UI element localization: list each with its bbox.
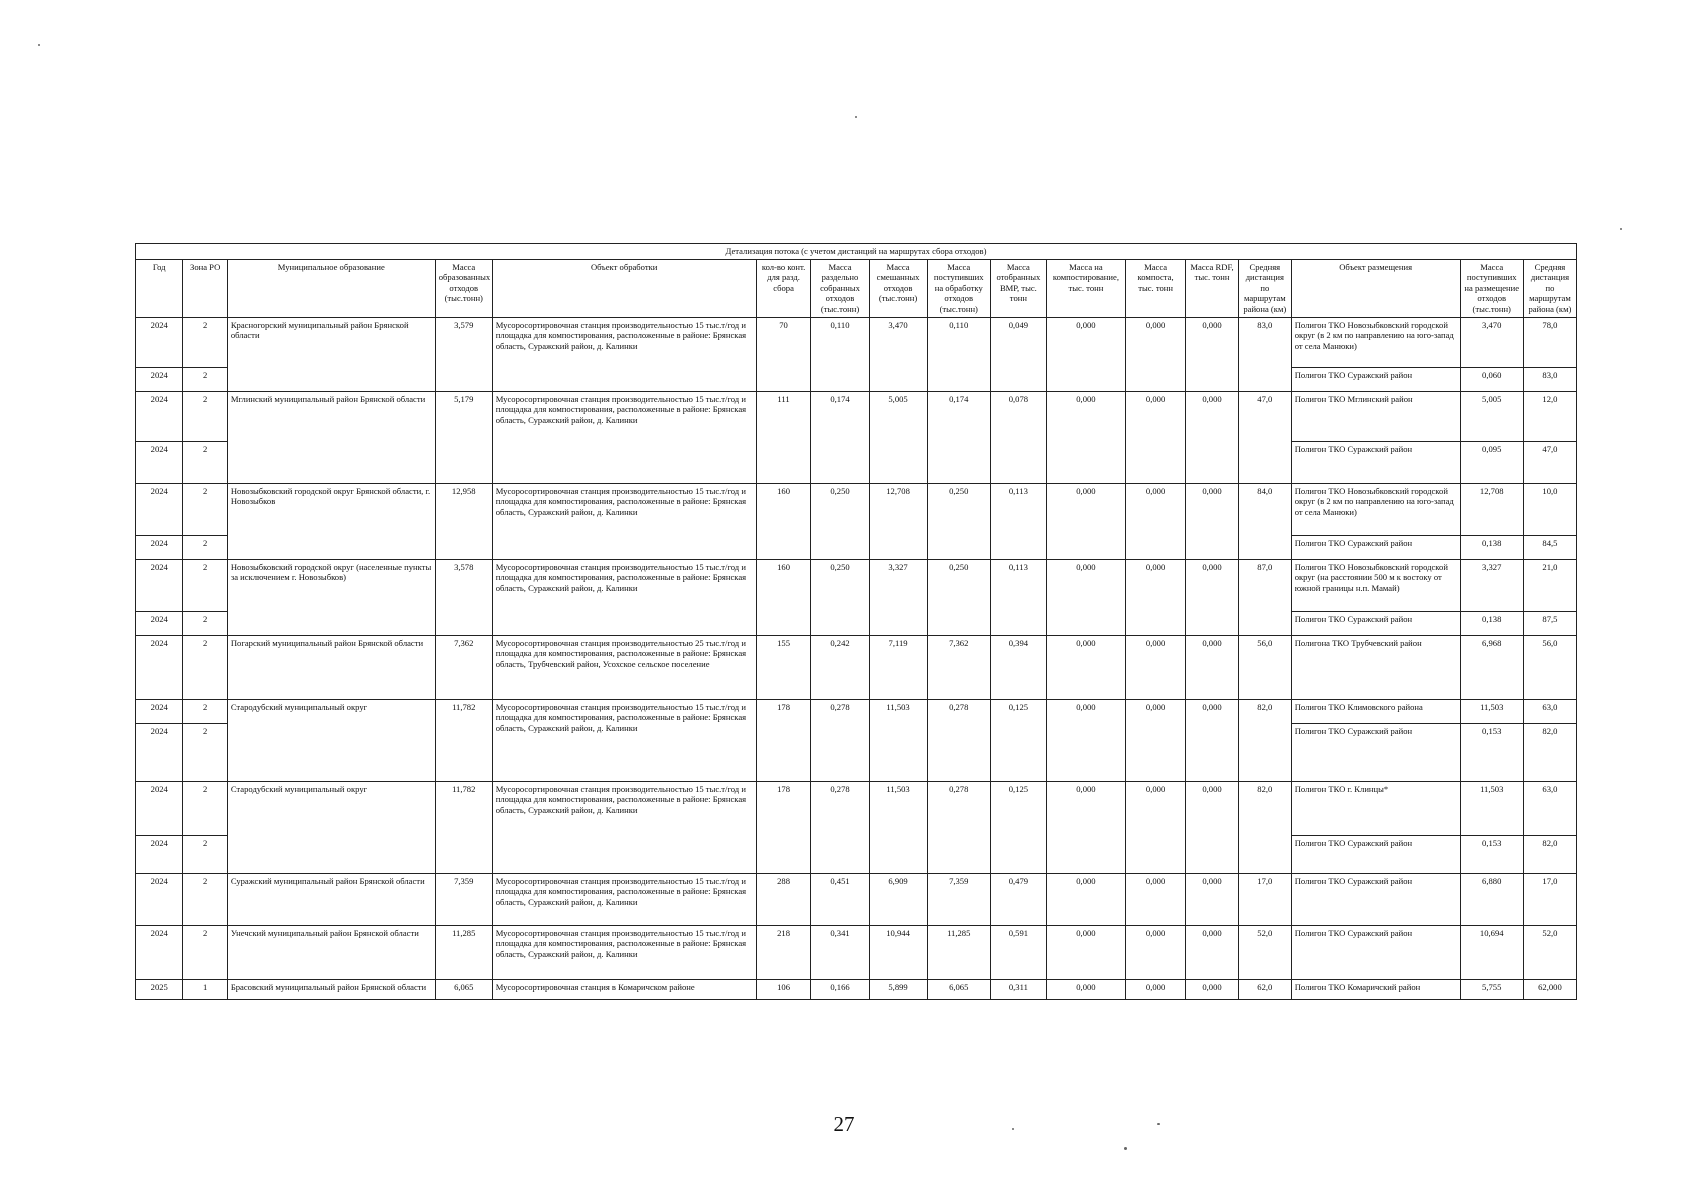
table-row	[136, 559, 1577, 611]
cell-mass-generated: 6,065	[435, 979, 492, 999]
cell-zone: 1	[183, 979, 227, 999]
cell-municipality: Брасовский муниципальный район Брянской области	[227, 979, 435, 999]
cell-processing-object: Мусоросортировочная станция производительностью 15 тыс.т/год и площадка для компостирования, расположенные в районе: Брянская область, Суражский район, д. Калинки	[492, 873, 756, 925]
cell-containers: 288	[756, 873, 811, 925]
cell-mass-generated: 11,285	[435, 925, 492, 979]
cell-mass-disposal: 0,153	[1460, 835, 1523, 873]
scan-speck	[1620, 228, 1622, 230]
cell-zone: 2	[183, 559, 227, 611]
cell-year: 2024	[136, 873, 183, 925]
cell-municipality: Стародубский муниципальный округ	[227, 699, 435, 781]
cell-dist-disposal: 87,5	[1523, 611, 1576, 635]
cell-mass-generated: 11,782	[435, 699, 492, 781]
cell-dist-processing: 47,0	[1238, 391, 1291, 483]
cell-dist-disposal: 83,0	[1523, 367, 1576, 391]
table-row	[136, 699, 1577, 723]
cell-processing-object: Мусоросортировочная станция производительностью 15 тыс.т/год и площадка для компостирования, расположенные в районе: Брянская область, Суражский район, д. Калинки	[492, 781, 756, 873]
cell-mass-disposal: 3,327	[1460, 559, 1523, 611]
cell-dist-disposal: 82,0	[1523, 723, 1576, 781]
cell-disposal-object: Полигон ТКО Суражский район	[1291, 611, 1460, 635]
cell-mass-to-processing: 0,174	[927, 391, 990, 483]
cell-mass-separate: 0,174	[811, 391, 869, 483]
cell-mass-mixed: 11,503	[869, 699, 927, 781]
column-header-municipality: Муниципальное образование	[227, 259, 435, 317]
cell-mass-to-processing: 0,278	[927, 699, 990, 781]
column-header-mass-separate: Масса раздельно собранных отходов (тыс.тонн)	[811, 259, 869, 317]
cell-mass-compost-in: 0,000	[1046, 781, 1125, 873]
cell-disposal-object: Полигон ТКО г. Клинцы*	[1291, 781, 1460, 835]
cell-year: 2024	[136, 611, 183, 635]
cell-municipality: Суражский муниципальный район Брянской области	[227, 873, 435, 925]
cell-mass-compost-in: 0,000	[1046, 873, 1125, 925]
cell-mass-compost-in: 0,000	[1046, 391, 1125, 483]
cell-mass-rdf: 0,000	[1186, 925, 1239, 979]
cell-mass-separate: 0,242	[811, 635, 869, 699]
cell-mass-rdf: 0,000	[1186, 483, 1239, 559]
cell-mass-mixed: 12,708	[869, 483, 927, 559]
scan-speck	[38, 44, 40, 46]
cell-year: 2024	[136, 925, 183, 979]
cell-dist-disposal: 10,0	[1523, 483, 1576, 535]
cell-zone: 2	[183, 367, 227, 391]
cell-zone: 2	[183, 441, 227, 483]
column-header-mass-generated: Масса образованных отходов (тыс.тонн)	[435, 259, 492, 317]
cell-mass-compost: 0,000	[1126, 979, 1186, 999]
table-body	[136, 317, 1577, 999]
cell-mass-rdf: 0,000	[1186, 635, 1239, 699]
cell-mass-disposal: 11,503	[1460, 699, 1523, 723]
cell-dist-disposal: 12,0	[1523, 391, 1576, 441]
table-row	[136, 873, 1577, 925]
cell-mass-generated: 12,958	[435, 483, 492, 559]
cell-mass-to-processing: 0,110	[927, 317, 990, 391]
cell-mass-compost: 0,000	[1126, 873, 1186, 925]
cell-disposal-object: Полигон ТКО Новозыбковский городской округ (на расстоянии 500 м к востоку от южной границы н.п. Мамай)	[1291, 559, 1460, 611]
cell-mass-compost: 0,000	[1126, 635, 1186, 699]
document-sheet	[135, 243, 1577, 1000]
cell-zone: 2	[183, 535, 227, 559]
cell-disposal-object: Полигон ТКО Суражский район	[1291, 535, 1460, 559]
cell-mass-rdf: 0,000	[1186, 391, 1239, 483]
cell-mass-disposal: 0,060	[1460, 367, 1523, 391]
cell-mass-separate: 0,166	[811, 979, 869, 999]
scan-speck	[1012, 1128, 1014, 1130]
cell-mass-vmr: 0,394	[990, 635, 1046, 699]
cell-mass-generated: 3,579	[435, 317, 492, 391]
cell-zone: 2	[183, 483, 227, 535]
cell-mass-disposal: 0,138	[1460, 611, 1523, 635]
cell-year: 2024	[136, 635, 183, 699]
cell-zone: 2	[183, 317, 227, 367]
cell-mass-to-processing: 7,359	[927, 873, 990, 925]
table-row	[136, 781, 1577, 835]
cell-municipality: Унечский муниципальный район Брянской области	[227, 925, 435, 979]
cell-disposal-object: Полигон ТКО Климовского района	[1291, 699, 1460, 723]
cell-dist-disposal: 56,0	[1523, 635, 1576, 699]
cell-dist-disposal: 17,0	[1523, 873, 1576, 925]
cell-year: 2024	[136, 317, 183, 367]
cell-mass-vmr: 0,113	[990, 483, 1046, 559]
cell-disposal-object: Полигон ТКО Суражский район	[1291, 367, 1460, 391]
cell-containers: 218	[756, 925, 811, 979]
cell-mass-separate: 0,250	[811, 483, 869, 559]
cell-mass-to-processing: 6,065	[927, 979, 990, 999]
cell-mass-compost: 0,000	[1126, 781, 1186, 873]
cell-dist-disposal: 84,5	[1523, 535, 1576, 559]
table-caption: Детализация потока (с учетом дистанций на маршрутах сбора отходов)	[136, 244, 1577, 260]
cell-containers: 160	[756, 559, 811, 635]
cell-mass-compost-in: 0,000	[1046, 635, 1125, 699]
table-row	[136, 635, 1577, 699]
cell-mass-compost-in: 0,000	[1046, 559, 1125, 635]
cell-mass-disposal: 10,694	[1460, 925, 1523, 979]
table-row	[136, 483, 1577, 535]
cell-processing-object: Мусоросортировочная станция производительностью 15 тыс.т/год и площадка для компостирования, расположенные в районе: Брянская область, Суражский район, д. Калинки	[492, 483, 756, 559]
cell-processing-object: Мусоросортировочная станция в Комаричском районе	[492, 979, 756, 999]
cell-mass-to-processing: 0,278	[927, 781, 990, 873]
cell-zone: 2	[183, 835, 227, 873]
cell-mass-rdf: 0,000	[1186, 873, 1239, 925]
cell-mass-generated: 3,578	[435, 559, 492, 635]
cell-mass-disposal: 0,153	[1460, 723, 1523, 781]
cell-processing-object: Мусоросортировочная станция производительностью 15 тыс.т/год и площадка для компостирования, расположенные в районе: Брянская область, Суражский район, д. Калинки	[492, 391, 756, 483]
cell-dist-disposal: 63,0	[1523, 699, 1576, 723]
table-row	[136, 317, 1577, 367]
cell-dist-processing: 62,0	[1238, 979, 1291, 999]
cell-dist-disposal: 78,0	[1523, 317, 1576, 367]
cell-dist-processing: 17,0	[1238, 873, 1291, 925]
cell-mass-disposal: 12,708	[1460, 483, 1523, 535]
column-header-mass-disposal: Масса поступивших на размещение отходов (тыс.тонн)	[1460, 259, 1523, 317]
column-header-mass-compost: Масса компоста, тыс. тонн	[1126, 259, 1186, 317]
cell-mass-compost: 0,000	[1126, 483, 1186, 559]
cell-mass-mixed: 3,470	[869, 317, 927, 391]
column-header-mass-mixed: Масса смешанных отходов (тыс.тонн)	[869, 259, 927, 317]
cell-mass-mixed: 10,944	[869, 925, 927, 979]
cell-mass-generated: 7,362	[435, 635, 492, 699]
cell-mass-mixed: 6,909	[869, 873, 927, 925]
cell-dist-disposal: 63,0	[1523, 781, 1576, 835]
cell-processing-object: Мусоросортировочная станция производительностью 15 тыс.т/год и площадка для компостирования, расположенные в районе: Брянская область, Суражский район, д. Калинки	[492, 559, 756, 635]
cell-mass-vmr: 0,125	[990, 699, 1046, 781]
cell-zone: 2	[183, 925, 227, 979]
cell-municipality: Новозыбковский городской округ (населенные пункты за исключением г. Новозыбков)	[227, 559, 435, 635]
cell-zone: 2	[183, 635, 227, 699]
cell-processing-object: Мусоросортировочная станция производительностью 15 тыс.т/год и площадка для компостирования, расположенные в районе: Брянская область, Суражский район, д. Калинки	[492, 925, 756, 979]
cell-mass-separate: 0,341	[811, 925, 869, 979]
column-header-mass-vmr: Масса отобранных ВМР, тыс. тонн	[990, 259, 1046, 317]
cell-year: 2024	[136, 723, 183, 781]
cell-containers: 178	[756, 699, 811, 781]
cell-mass-compost-in: 0,000	[1046, 979, 1125, 999]
cell-dist-processing: 56,0	[1238, 635, 1291, 699]
column-header-mass-compost-in: Масса на компостирование, тыс. тонн	[1046, 259, 1125, 317]
cell-mass-compost: 0,000	[1126, 391, 1186, 483]
cell-mass-generated: 7,359	[435, 873, 492, 925]
column-header-containers: кол-во конт. для разд. сбора	[756, 259, 811, 317]
cell-mass-separate: 0,110	[811, 317, 869, 391]
cell-disposal-object: Полигон ТКО Новозыбковский городской округ (в 2 км по направлению на юго-запад от села Манюки)	[1291, 483, 1460, 535]
cell-year: 2024	[136, 535, 183, 559]
column-header-disposal-object: Объект размещения	[1291, 259, 1460, 317]
cell-mass-separate: 0,451	[811, 873, 869, 925]
cell-dist-disposal: 47,0	[1523, 441, 1576, 483]
cell-disposal-object: Полигон ТКО Суражский район	[1291, 441, 1460, 483]
cell-disposal-object: Полигон ТКО Новозыбковский городской округ (в 2 км по направлению на юго-запад от села Манюки)	[1291, 317, 1460, 367]
cell-dist-disposal: 52,0	[1523, 925, 1576, 979]
cell-mass-mixed: 3,327	[869, 559, 927, 635]
cell-dist-processing: 52,0	[1238, 925, 1291, 979]
column-header-dist-disposal: Средняя дистанция по маршрутам района (км)	[1523, 259, 1576, 317]
cell-municipality: Красногорский муниципальный район Брянской области	[227, 317, 435, 391]
cell-disposal-object: Полигон ТКО Суражский район	[1291, 873, 1460, 925]
cell-mass-to-processing: 0,250	[927, 483, 990, 559]
cell-disposal-object: Полигон ТКО Мглинский район	[1291, 391, 1460, 441]
cell-mass-rdf: 0,000	[1186, 781, 1239, 873]
cell-mass-compost-in: 0,000	[1046, 699, 1125, 781]
cell-mass-compost-in: 0,000	[1046, 483, 1125, 559]
table-row	[136, 979, 1577, 999]
cell-processing-object: Мусоросортировочная станция производительностью 25 тыс.т/год и площадка для компостирования, расположенные в районе: Брянская область, Трубчевский район, Усохское сельское поселение	[492, 635, 756, 699]
cell-mass-disposal: 6,880	[1460, 873, 1523, 925]
cell-dist-processing: 82,0	[1238, 781, 1291, 873]
cell-dist-disposal: 21,0	[1523, 559, 1576, 611]
cell-mass-rdf: 0,000	[1186, 317, 1239, 391]
cell-dist-processing: 87,0	[1238, 559, 1291, 635]
cell-municipality: Погарский муниципальный район Брянской области	[227, 635, 435, 699]
cell-year: 2024	[136, 367, 183, 391]
cell-mass-compost: 0,000	[1126, 559, 1186, 635]
cell-mass-compost-in: 0,000	[1046, 317, 1125, 391]
cell-mass-vmr: 0,479	[990, 873, 1046, 925]
scan-speck	[1124, 1147, 1127, 1150]
page-number: 27	[833, 1112, 855, 1136]
cell-mass-disposal: 3,470	[1460, 317, 1523, 367]
cell-containers: 111	[756, 391, 811, 483]
cell-municipality: Стародубский муниципальный округ	[227, 781, 435, 873]
cell-disposal-object: Полигон ТКО Комаричский район	[1291, 979, 1460, 999]
cell-municipality: Мглинский муниципальный район Брянской области	[227, 391, 435, 483]
cell-year: 2025	[136, 979, 183, 999]
column-header-zone: Зона РО	[183, 259, 227, 317]
cell-disposal-object: Полигон ТКО Суражский район	[1291, 835, 1460, 873]
column-header-processing-object: Объект обработки	[492, 259, 756, 317]
cell-processing-object: Мусоросортировочная станция производительностью 15 тыс.т/год и площадка для компостирования, расположенные в районе: Брянская область, Суражский район, д. Калинки	[492, 317, 756, 391]
column-header-mass-rdf: Масса RDF, тыс. тонн	[1186, 259, 1239, 317]
cell-mass-compost: 0,000	[1126, 317, 1186, 391]
cell-mass-disposal: 0,138	[1460, 535, 1523, 559]
cell-mass-mixed: 7,119	[869, 635, 927, 699]
cell-containers: 160	[756, 483, 811, 559]
cell-zone: 2	[183, 611, 227, 635]
cell-mass-generated: 5,179	[435, 391, 492, 483]
cell-dist-processing: 82,0	[1238, 699, 1291, 781]
cell-containers: 106	[756, 979, 811, 999]
table-row	[136, 925, 1577, 979]
cell-mass-disposal: 5,755	[1460, 979, 1523, 999]
cell-containers: 155	[756, 635, 811, 699]
cell-containers: 178	[756, 781, 811, 873]
cell-mass-to-processing: 7,362	[927, 635, 990, 699]
cell-processing-object: Мусоросортировочная станция производительностью 15 тыс.т/год и площадка для компостирования, расположенные в районе: Брянская область, Суражский район, д. Калинки	[492, 699, 756, 781]
cell-mass-disposal: 0,095	[1460, 441, 1523, 483]
cell-mass-vmr: 0,591	[990, 925, 1046, 979]
column-header-mass-to-processing: Масса поступивших на обработку отходов (тыс.тонн)	[927, 259, 990, 317]
cell-mass-compost-in: 0,000	[1046, 925, 1125, 979]
cell-mass-vmr: 0,049	[990, 317, 1046, 391]
cell-year: 2024	[136, 483, 183, 535]
column-header-year: Год	[136, 259, 183, 317]
cell-zone: 2	[183, 723, 227, 781]
cell-dist-processing: 83,0	[1238, 317, 1291, 391]
cell-mass-vmr: 0,125	[990, 781, 1046, 873]
cell-year: 2024	[136, 699, 183, 723]
cell-year: 2024	[136, 781, 183, 835]
cell-year: 2024	[136, 441, 183, 483]
cell-mass-compost: 0,000	[1126, 925, 1186, 979]
cell-disposal-object: Полигон ТКО Суражский район	[1291, 925, 1460, 979]
cell-mass-vmr: 0,113	[990, 559, 1046, 635]
cell-mass-separate: 0,278	[811, 699, 869, 781]
cell-mass-vmr: 0,311	[990, 979, 1046, 999]
cell-dist-disposal: 62,000	[1523, 979, 1576, 999]
scan-speck	[1157, 1123, 1160, 1125]
waste-flow-table	[135, 243, 1577, 1000]
cell-dist-disposal: 82,0	[1523, 835, 1576, 873]
cell-mass-rdf: 0,000	[1186, 979, 1239, 999]
cell-zone: 2	[183, 699, 227, 723]
cell-mass-generated: 11,782	[435, 781, 492, 873]
cell-year: 2024	[136, 559, 183, 611]
cell-mass-disposal: 6,968	[1460, 635, 1523, 699]
cell-year: 2024	[136, 391, 183, 441]
cell-mass-disposal: 5,005	[1460, 391, 1523, 441]
cell-year: 2024	[136, 835, 183, 873]
table-row	[136, 391, 1577, 441]
cell-mass-rdf: 0,000	[1186, 559, 1239, 635]
header-row	[136, 259, 1577, 317]
cell-mass-to-processing: 0,250	[927, 559, 990, 635]
cell-mass-compost: 0,000	[1126, 699, 1186, 781]
cell-mass-mixed: 5,899	[869, 979, 927, 999]
cell-mass-to-processing: 11,285	[927, 925, 990, 979]
cell-municipality: Новозыбковский городской округ Брянской области, г. Новозыбков	[227, 483, 435, 559]
cell-mass-mixed: 5,005	[869, 391, 927, 483]
cell-disposal-object: Полигона ТКО Трубчевский район	[1291, 635, 1460, 699]
cell-mass-separate: 0,250	[811, 559, 869, 635]
cell-zone: 2	[183, 391, 227, 441]
cell-mass-disposal: 11,503	[1460, 781, 1523, 835]
cell-mass-vmr: 0,078	[990, 391, 1046, 483]
cell-mass-rdf: 0,000	[1186, 699, 1239, 781]
cell-zone: 2	[183, 873, 227, 925]
scan-speck	[855, 116, 857, 118]
cell-dist-processing: 84,0	[1238, 483, 1291, 559]
cell-mass-mixed: 11,503	[869, 781, 927, 873]
cell-containers: 70	[756, 317, 811, 391]
cell-disposal-object: Полигон ТКО Суражский район	[1291, 723, 1460, 781]
cell-mass-separate: 0,278	[811, 781, 869, 873]
column-header-dist-processing: Средняя дистанция по маршрутам района (км)	[1238, 259, 1291, 317]
cell-zone: 2	[183, 781, 227, 835]
